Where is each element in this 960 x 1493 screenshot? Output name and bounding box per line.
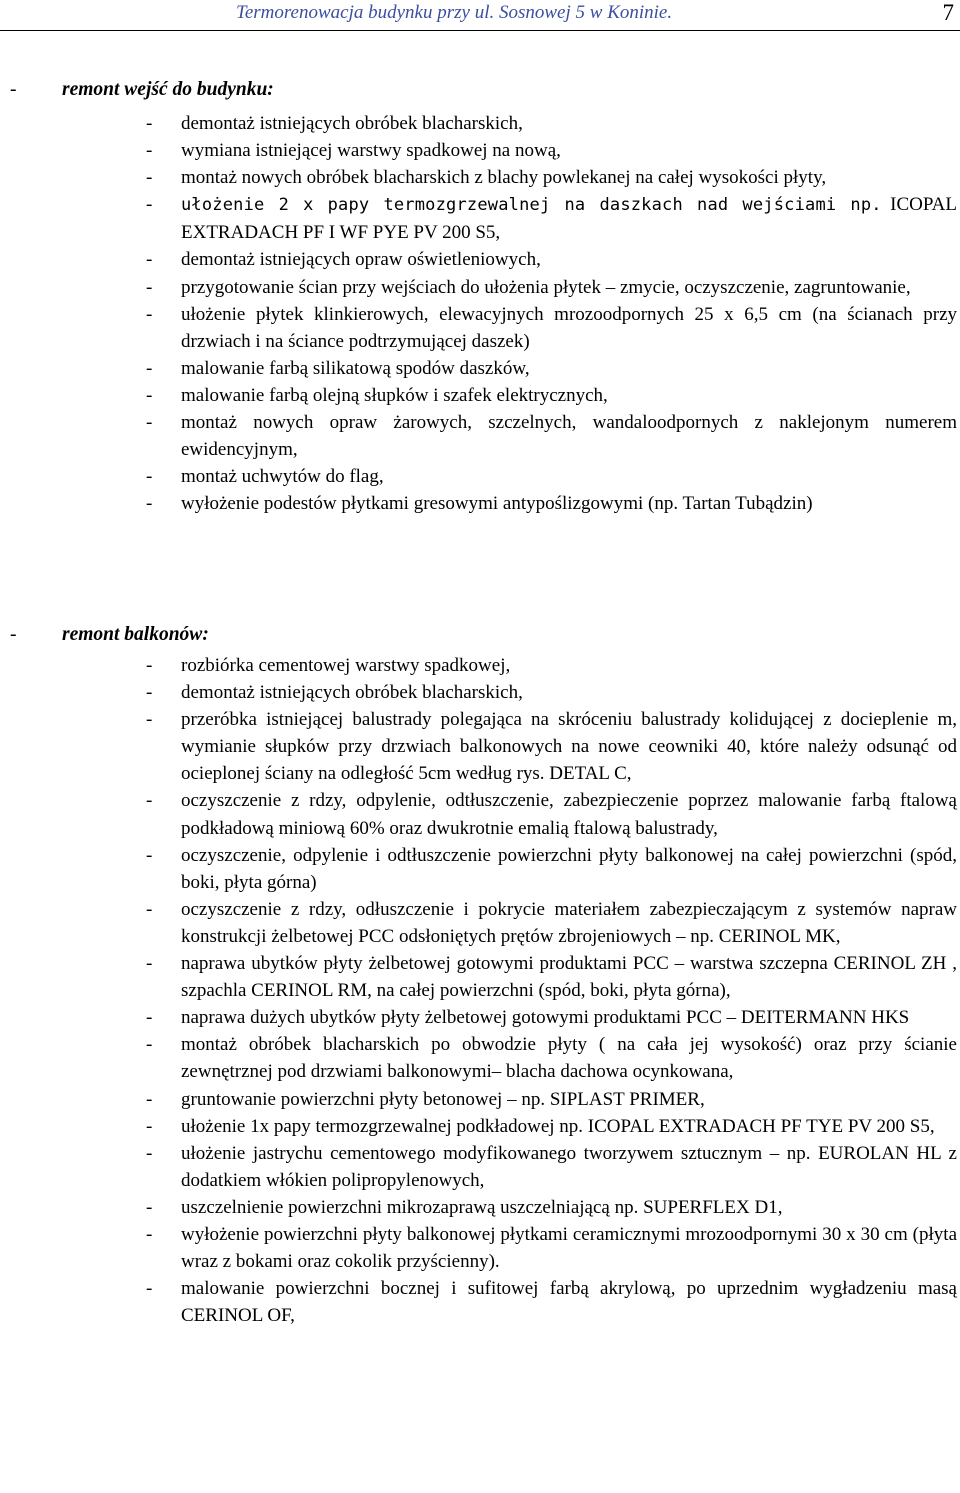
- list-bullet: -: [146, 682, 153, 704]
- list-bullet: -: [146, 655, 153, 676]
- list-item-text: przeróbka istniejącej balustrady polegająca na skróceniu balustrady kolidującej z docieplenie m, wymianie słupków przy drzwiach balkonowych na nowe ceowniki 40, które należy odsunąć od ocieplonej ściany na odległość 5cm według rys. DETAL C,: [181, 709, 957, 785]
- list-item: [146, 409, 957, 463]
- list-item-text: ułożenie 1x papy termozgrzewalnej podkładowej np. ICOPAL EXTRADACH PF TYE PV 200 S5,: [181, 1115, 935, 1137]
- list-item: [146, 1275, 957, 1329]
- list-item: [146, 1221, 957, 1275]
- list-bullet: -: [146, 1142, 153, 1164]
- list-item-text: ułożenie jastrychu cementowego modyfikowanego tworzywem sztucznym – np. EUROLAN HL z dodatkiem włókien polipropylenowych,: [181, 1142, 957, 1191]
- list-item-text-mono: ułożenie 2 x papy termozgrzewalnej na daszkach nad wejściami np.: [181, 195, 882, 216]
- list-bullet: -: [146, 1115, 153, 1137]
- list-item-text: montaż nowych opraw żarowych, szczelnych, wandaloodpornych z naklejonym numerem ewidencyjnym,: [181, 412, 957, 461]
- header-title: Termorenowacja budynku przy ul. Sosnowej 5 w Koninie.: [236, 2, 673, 23]
- section-title: remont balkonów:: [62, 624, 209, 645]
- list-item: [146, 274, 957, 301]
- list-item-text: demontaż istniejących opraw oświetleniowych,: [181, 249, 541, 271]
- list-item-text: demontaż istniejących obróbek blacharskich,: [181, 113, 523, 134]
- list-item-text: montaż obróbek blacharskich po obwodzie płyty ( na cała jej wysokość) oraz przy ścianie zewnętrznej pod drzwiami balkonowymi– blacha dachowa ocynkowana,: [181, 1034, 957, 1083]
- list-item: [146, 896, 957, 950]
- section-heading-balconies: [10, 624, 209, 646]
- list-item-text: oczyszczenie z rdzy, odłuszczenie i pokrycie materiałem zabezpieczającym z systemów napraw konstrukcji żelbetowej PCC odsłoniętych prętów zbrojeniowych – np. CERINOL MK,: [181, 898, 957, 947]
- list-item: [146, 1004, 957, 1031]
- list-item-text: wymiana istniejącej warstwy spadkowej na nową,: [181, 140, 561, 162]
- list-item: [146, 950, 957, 1004]
- list-item: [146, 246, 957, 273]
- entrances-work-list: [146, 110, 957, 517]
- list-item: [146, 137, 957, 164]
- list-item: [146, 1031, 957, 1085]
- list-bullet: -: [146, 113, 153, 134]
- page-number: 7: [942, 0, 954, 25]
- page-header: [0, 0, 960, 31]
- list-bullet: -: [146, 1007, 153, 1029]
- list-bullet: -: [146, 1196, 153, 1218]
- list-bullet: -: [146, 412, 153, 434]
- list-item: [146, 110, 957, 137]
- list-bullet: -: [146, 844, 153, 866]
- list-bullet: -: [146, 1034, 153, 1056]
- list-item-text: wyłożenie powierzchni płyty balkonowej płytkami ceramicznymi mrozoodpornymi 30 x 30 cm (płyta wraz z bokami oraz cokolik przyścienny).: [181, 1223, 957, 1273]
- list-item: [146, 787, 957, 841]
- list-item: [146, 1140, 957, 1194]
- section-dash: -: [10, 624, 17, 645]
- list-item-text-rest: ICOPAL EXTRADACH PF I WF PYE PV 200 S5,: [181, 194, 957, 244]
- list-item: [146, 842, 957, 896]
- list-item: [146, 191, 957, 246]
- list-item: [146, 1113, 957, 1140]
- list-item: [146, 463, 957, 490]
- list-item: [146, 679, 957, 706]
- list-item-text: malowanie powierzchni bocznej i sufitowej farbą akrylową, po uprzednim wygładzeniu masą CERINOL OF,: [181, 1278, 957, 1327]
- list-item-text: rozbiórka cementowej warstwy spadkowej,: [181, 655, 511, 676]
- list-item-text: gruntowanie powierzchni płyty betonowej – np. SIPLAST PRIMER,: [181, 1088, 705, 1110]
- list-item-text: uszczelnienie powierzchni mikrozaprawą uszczelniającą np. SUPERFLEX D1,: [181, 1196, 783, 1218]
- list-item-text: [181, 191, 957, 246]
- list-item-text: przygotowanie ścian przy wejściach do ułożenia płytek – zmycie, oczyszczenie, zagruntowanie,: [181, 276, 911, 298]
- list-bullet: -: [146, 357, 153, 379]
- list-item: [146, 382, 957, 409]
- list-bullet: -: [146, 953, 153, 975]
- list-item-text: naprawa dużych ubytków płyty żelbetowej gotowymi produktami PCC – DEITERMANN HKS: [181, 1007, 910, 1029]
- list-bullet: -: [146, 898, 153, 920]
- list-bullet: -: [146, 1278, 153, 1300]
- list-item: [146, 706, 957, 787]
- list-item-text: montaż nowych obróbek blacharskich z blachy powlekanej na całej wysokości płyty,: [181, 167, 827, 189]
- list-item: [146, 355, 957, 382]
- section-dash: -: [10, 79, 17, 100]
- list-item: [146, 1086, 957, 1113]
- list-bullet: -: [146, 1223, 153, 1245]
- list-bullet: -: [146, 790, 153, 812]
- list-bullet: -: [146, 140, 153, 162]
- list-item-text: wyłożenie podestów płytkami gresowymi antypoślizgowymi (np. Tartan Tubądzin): [181, 493, 813, 515]
- list-item-text: oczyszczenie z rdzy, odpylenie, odtłuszczenie, zabezpieczenie poprzez malowanie farbą ftalową podkładową miniową 60% oraz dwukrotnie emalią ftalową balustrady,: [181, 790, 957, 839]
- list-item: [146, 490, 957, 517]
- list-bullet: -: [146, 194, 153, 216]
- list-item-text: montaż uchwytów do flag,: [181, 466, 384, 488]
- list-bullet: -: [146, 276, 153, 298]
- list-item: [146, 652, 957, 679]
- list-item-text: demontaż istniejących obróbek blacharskich,: [181, 682, 523, 704]
- list-bullet: -: [146, 249, 153, 271]
- list-bullet: -: [146, 1088, 153, 1110]
- list-bullet: -: [146, 709, 153, 731]
- list-item-text: malowanie farbą silikatową spodów daszków,: [181, 357, 530, 379]
- section-title: remont wejść do budynku:: [62, 79, 274, 100]
- list-item: [146, 301, 957, 355]
- list-item: [146, 164, 957, 191]
- list-bullet: -: [146, 303, 153, 325]
- section-heading-entrances: [10, 79, 274, 101]
- header-divider: [0, 30, 960, 31]
- list-bullet: -: [146, 466, 153, 488]
- list-item-text: malowanie farbą olejną słupków i szafek elektrycznych,: [181, 384, 608, 406]
- list-item-text: ułożenie płytek klinkierowych, elewacyjnych mrozoodpornych 25 x 6,5 cm (na ścianach przy drzwiach i na ściance podtrzymującej daszek): [181, 303, 957, 352]
- list-bullet: -: [146, 493, 153, 515]
- list-item: [146, 1194, 957, 1221]
- list-item-text: naprawa ubytków płyty żelbetowej gotowymi produktami PCC – warstwa szczepna CERINOL ZH , szpachla CERINOL RM, na całej powierzchni (spód, boki, płyta górna),: [181, 953, 957, 1002]
- list-bullet: -: [146, 167, 153, 189]
- balconies-work-list: [146, 652, 957, 1329]
- list-item-text: oczyszczenie, odpylenie i odtłuszczenie powierzchni płyty balkonowej na całej powierzchni (spód, boki, płyta górna): [181, 844, 957, 893]
- list-bullet: -: [146, 384, 153, 406]
